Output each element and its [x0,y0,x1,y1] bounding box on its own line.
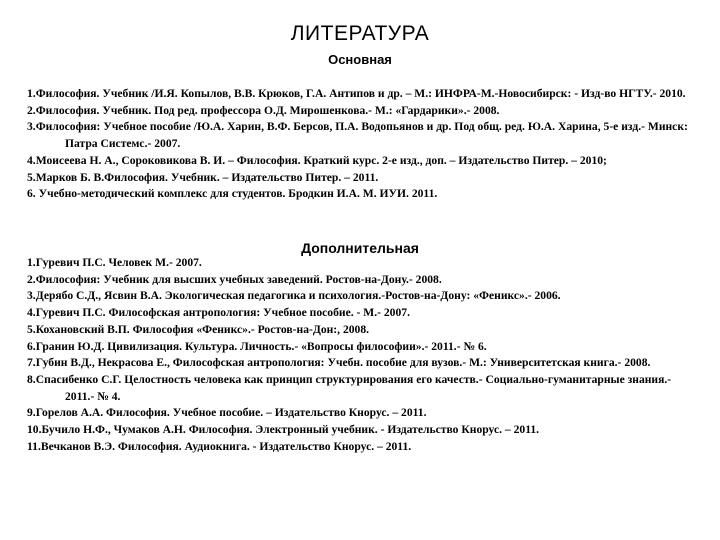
list-item: 6.Гранин Ю.Д. Цивилизация. Культура. Личность.- «Вопросы философии».- 2011.- № 6. [27,339,487,353]
list-item: 7.Губин В.Д., Некрасова Е., Философская антропология: Учебн. пособие для вузов.- М.: Университетская книга.- 2008. [27,356,651,370]
list-item: 1.Гуревич П.С. Человек М.- 2007. [27,256,202,269]
list-item: 11.Вечканов В.Э. Философия. Аудиокнига. - Издательство Кнорус. – 2011. [27,439,412,453]
list-item: 8.Спасибенко С.Г. Целостность человека как принцип структурирования его качеств.- Социально-гуманитарные знания.- 2011.- № 4. [27,372,672,403]
list-item: 3.Дерябо С.Д., Ясвин В.А. Экологическая педагогика и психология.-Ростов-на-Дону: «Феникс».- 2006. [27,289,561,303]
list-item: 3.Философия: Учебное пособие /Ю.А. Харин, В.Ф. Берсов, П.А. Водопьянов и др. Под общ. ред. Ю.А. Харина, 5-е изд.- Минск: Патра Системс.- 2007. [27,120,688,151]
list-item: 5.Кохановский В.П. Философия «Феникс».- Ростов-на-Дон:, 2008. [27,322,370,336]
extra-section-heading: Дополнительная [301,240,419,256]
list-item: 4.Гуревич П.С. Философская антропология: Учебное пособие. - М.- 2007. [27,306,410,320]
main-section-heading: Основная [328,52,392,67]
main-literature-list [27,86,699,203]
list-item: 9.Горелов А.А. Философия. Учебное пособие. – Издательство Кнорус. – 2011. [27,406,427,420]
list-item: 1.Философия. Учебник /И.Я. Копылов, В.В. Крюков, Г.А. Антипов и др. – М.: ИНФРА-М.-Новосибирск: - Изд-во НГТУ.- 2010. [27,87,686,100]
list-item: 10.Бучило Н.Ф., Чумаков А.Н. Философия. Электронный учебник. - Издательство Кнорус. – 2011. [27,423,540,437]
extra-literature-list [27,255,699,455]
list-item: 2.Философия. Учебник. Под ред. профессора О.Д. Мирошенкова.- М.: «Гардарики».- 2008. [27,103,500,117]
list-item: 4.Моисеева Н. А., Сороковикова В. И. – Философия. Краткий курс. 2-е изд., доп. – Издательство Питер. – 2010; [27,153,607,167]
list-item: 2.Философия: Учебник для высших учебных заведений. Ростов-на-Дону.- 2008. [27,272,442,286]
list-item: 5.Марков Б. В.Философия. Учебник. – Издательство Питер. – 2011. [27,170,379,184]
page-title: ЛИТЕРАТУРА [290,22,430,45]
list-item: 6. Учебно-методический комплекс для студентов. Бродкин И.А. М. ИУИ. 2011. [27,187,438,201]
